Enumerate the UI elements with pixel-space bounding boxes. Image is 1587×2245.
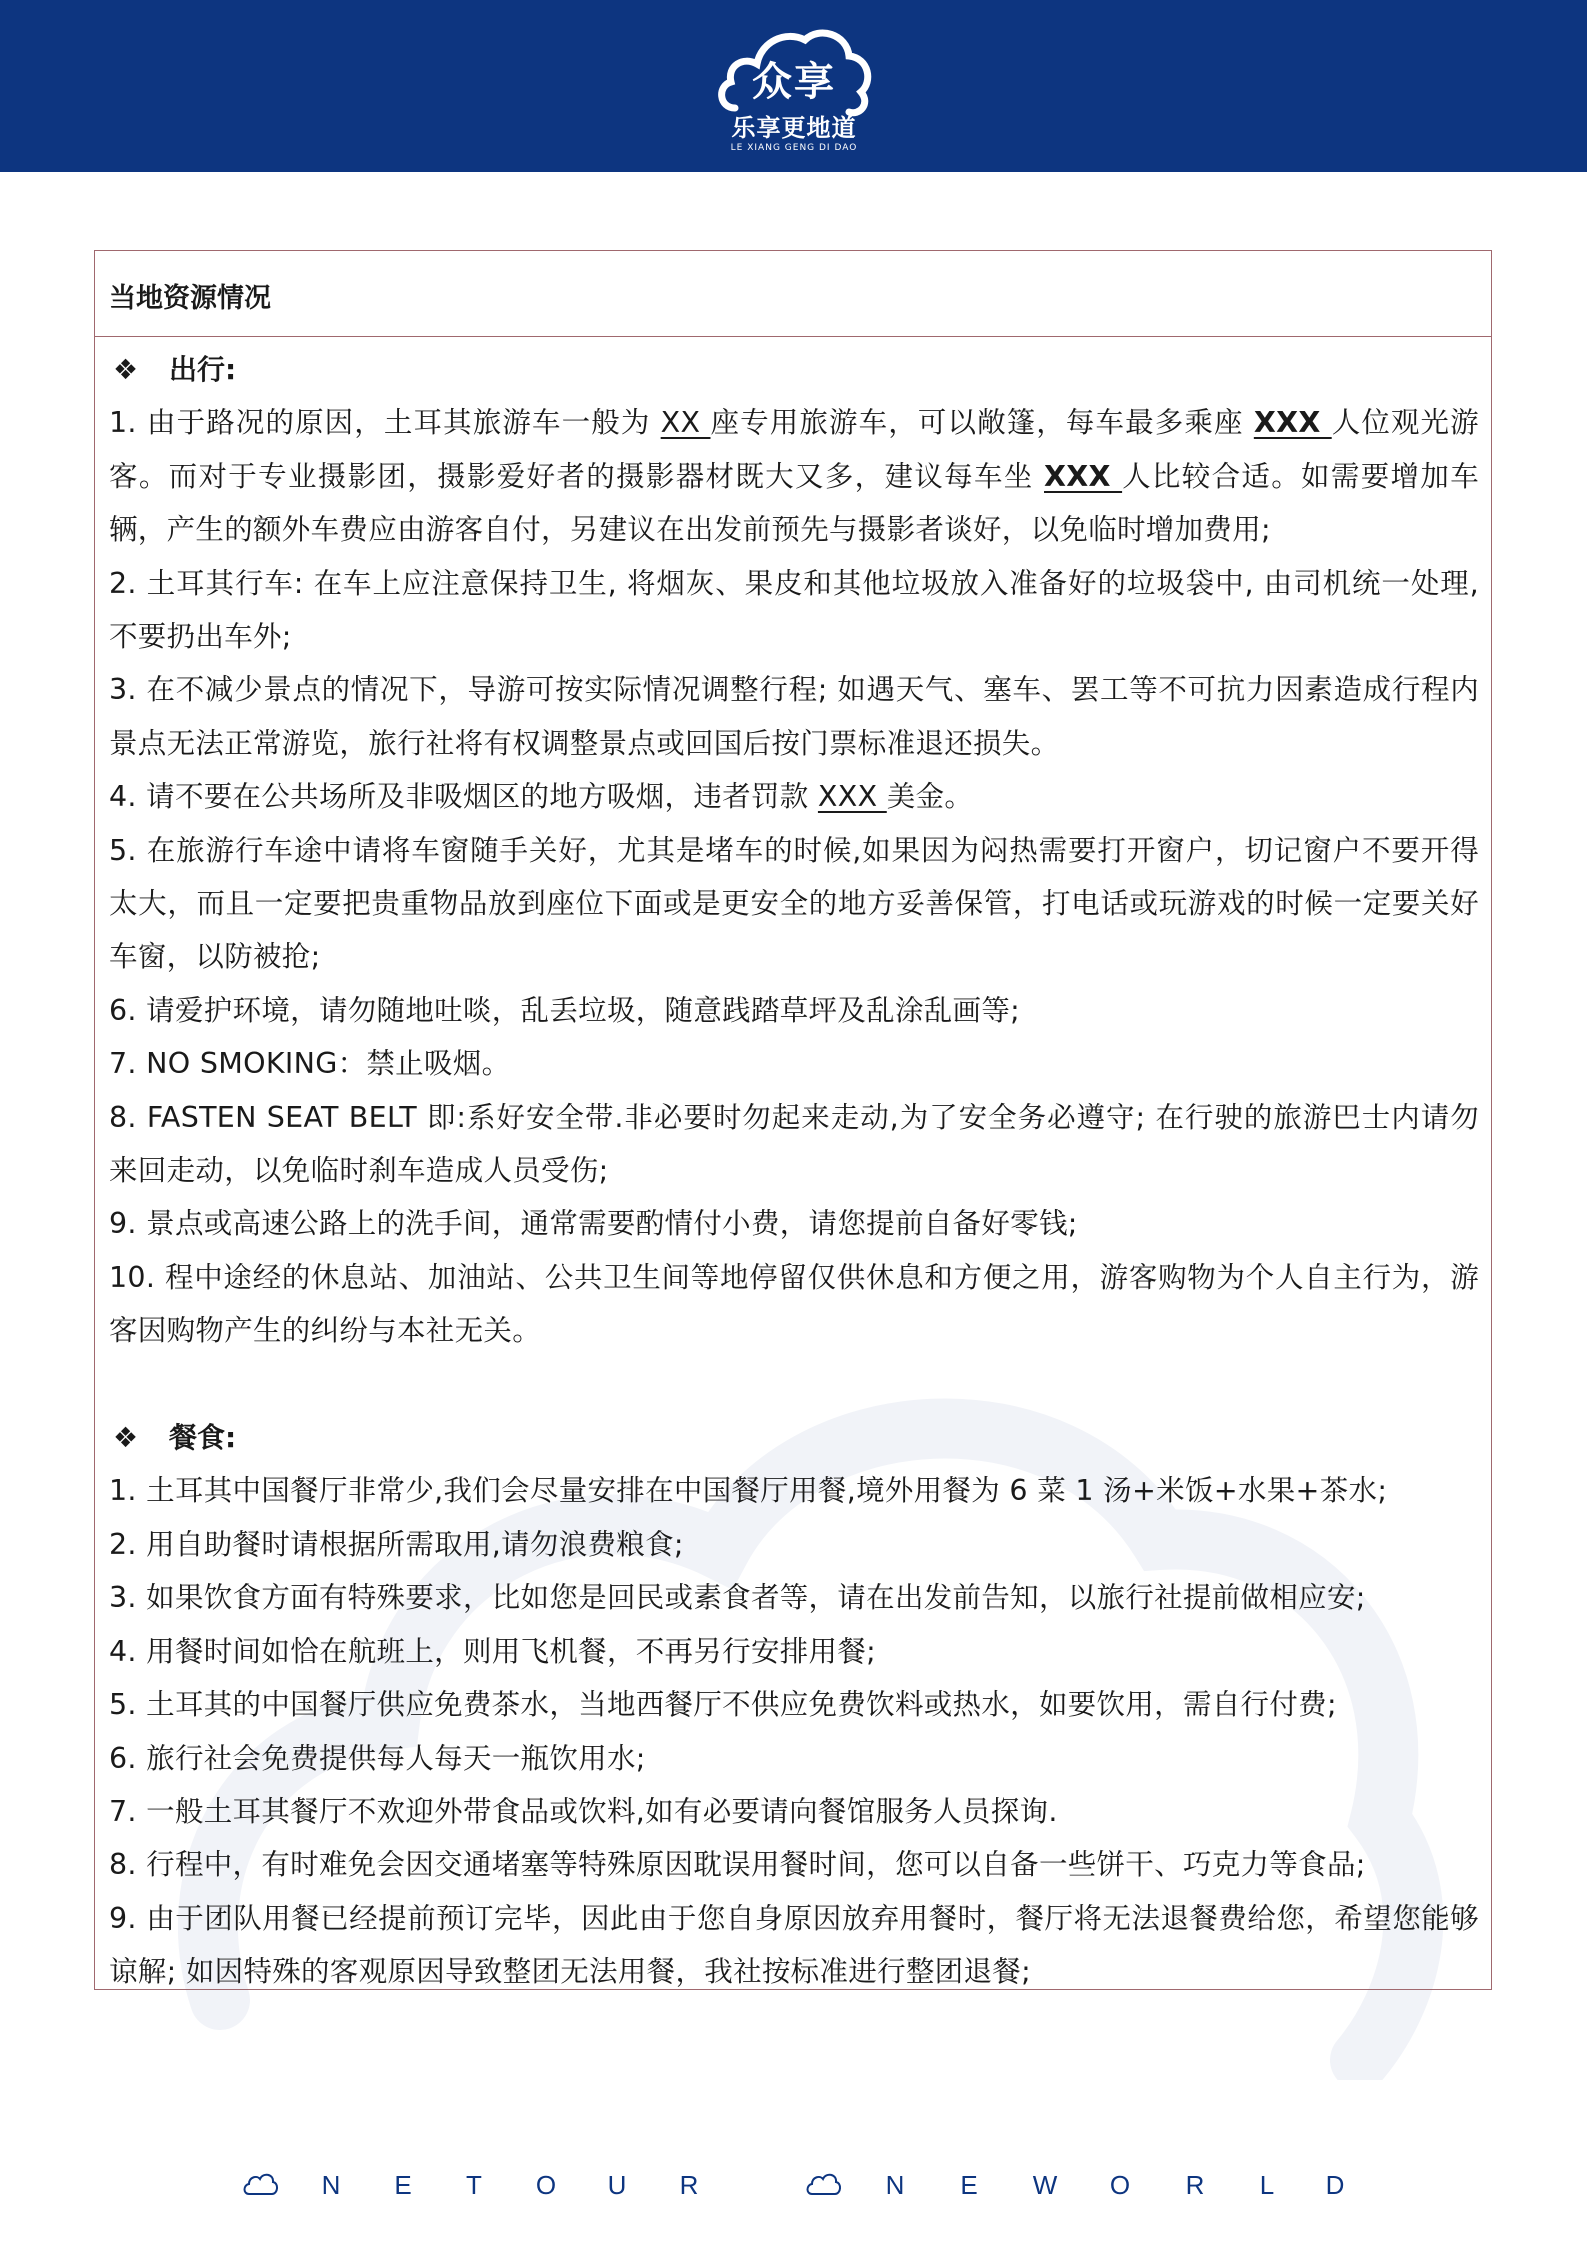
logo-slogan: 乐享更地道 <box>731 114 857 142</box>
transport-item-1: 1. 由于路况的原因，土耳其旅游车一般为 XX 座专用旅游车，可以敞篷，每车最多乘座 XXX 人位观光游客。而对于专业摄影团，摄影爱好者的摄影器材既大又多，建议每车坐 XXX 人比较合适。如需要增加车辆，产生的额外车费应由游客自付，另建议在出发前预先与摄影者谈好，以免临时增加费用; <box>109 406 1479 547</box>
dining-item-3: 3. 如果饮食方面有特殊要求，比如您是回民或素食者等，请在出发前告知，以旅行社提前做相应安; <box>109 1581 1366 1615</box>
fine-placeholder: XXX <box>817 780 887 814</box>
transport-item-10: 10. 程中途经的休息站、加油站、公共卫生间等地停留仅供休息和方便之用，游客购物为个人自主行为，游客因购物产生的纠纷与本社无关。 <box>109 1260 1479 1348</box>
transport-item-5: 5. 在旅游行车途中请将车窗随手关好，尤其是堵车的时候,如果因为闷热需要打开窗户，切记窗户不要开得太大，而且一定要把贵重物品放到座位下面或是更安全的地方妥善保管，打电话或玩游戏的时候一定要关好车窗，以防被抢; <box>109 833 1479 974</box>
footer-letter: U <box>607 2170 627 2200</box>
logo-pinyin: LE XIANG GENG DI DAO <box>730 143 858 153</box>
footer-letter: R <box>679 2170 699 2200</box>
dining-item-2: 2. 用自助餐时请根据所需取用,请勿浪费粮食; <box>109 1527 684 1561</box>
transport-heading <box>109 343 1479 396</box>
table-body <box>95 337 1491 1999</box>
photographer-placeholder: XXX <box>1044 459 1123 493</box>
footer-letter: O <box>535 2170 557 2200</box>
passenger-placeholder: XXX <box>1253 406 1332 440</box>
seat-placeholder: XX <box>660 406 711 440</box>
dining-item-6: 6. 旅行社会免费提供每人每天一瓶饮用水; <box>109 1741 646 1775</box>
transport-item-4: 4. 请不要在公共场所及非吸烟区的地方吸烟，违者罚款 XXX 美金。 <box>109 780 974 814</box>
diamond-bullet-icon: ❖ <box>113 1421 139 1455</box>
transport-item-6: 6. 请爱护环境，请勿随地吐啖，乱丢垃圾，随意践踏草坪及乱涂乱画等; <box>109 993 1021 1027</box>
transport-item-8: 8. FASTEN SEAT BELT 即:系好安全带.非必要时勿起来走动,为了安全务必遵守; 在行驶的旅游巴士内请勿来回走动，以免临时刹车造成人员受伤; <box>109 1100 1479 1188</box>
cloud-o-icon <box>243 2172 279 2198</box>
diamond-bullet-icon: ❖ <box>113 353 139 386</box>
dining-heading <box>109 1411 1479 1464</box>
transport-item-9: 9. 景点或高速公路上的洗手间，通常需要酌情付小费，请您提前自备好零钱; <box>109 1207 1078 1241</box>
footer-letter: N <box>885 2170 905 2200</box>
dining-item-1: 1. 土耳其中国餐厅非常少,我们会尽量安排在中国餐厅用餐,境外用餐为 6 菜 1 汤+米饭+水果+茶水; <box>109 1474 1388 1508</box>
transport-heading-text: 出行: <box>169 353 237 386</box>
dining-item-7: 7. 一般土耳其餐厅不欢迎外带食品或饮料,如有必要请向餐馆服务人员探询. <box>109 1794 1058 1828</box>
transport-item-2: 2. 土耳其行车: 在车上应注意保持卫生, 将烟灰、果皮和其他垃圾放入准备好的垃圾袋中, 由司机统一处理, 不要扔出车外; <box>109 566 1479 654</box>
footer-letter: N <box>321 2170 341 2200</box>
dining-heading-text: 餐食: <box>169 1421 237 1455</box>
footer-letter: T <box>466 2170 482 2200</box>
footer-letter: D <box>1325 2170 1345 2200</box>
dining-item-4: 4. 用餐时间如恰在航班上，则用飞机餐，不再另行安排用餐; <box>109 1634 877 1668</box>
footer-letter: L <box>1259 2170 1275 2200</box>
footer-letter: E <box>394 2170 412 2200</box>
footer-letter: R <box>1185 2170 1205 2200</box>
cloud-o-icon <box>806 2172 842 2198</box>
footer-letter: O <box>1109 2170 1131 2200</box>
logo-brand-text: 众享 <box>752 59 836 105</box>
table-title: 当地资源情况 <box>95 251 1491 337</box>
transport-item-7: 7. NO SMOKING：禁止吸烟。 <box>109 1047 511 1081</box>
footer-tagline <box>0 2160 1587 2220</box>
transport-item-3: 3. 在不减少景点的情况下，导游可按实际情况调整行程; 如遇天气、塞车、罢工等不可抗力因素造成行程内景点无法正常游览，旅行社将有权调整景点或回国后按门票标准退还损失。 <box>109 673 1479 760</box>
header-bar <box>0 0 1587 172</box>
dining-item-5: 5. 土耳其的中国餐厅供应免费茶水，当地西餐厅不供应免费饮料或热水，如要饮用，需自行付费; <box>109 1688 1337 1722</box>
section-spacer <box>109 1358 1479 1411</box>
footer-letter: E <box>960 2170 978 2200</box>
dining-item-9: 9. 由于团队用餐已经提前预订完毕，因此由于您自身原因放弃用餐时，餐厅将无法退餐费给您，希望您能够谅解; 如因特殊的客观原因导致整团无法用餐，我社按标准进行整团退餐; <box>109 1901 1479 1989</box>
content-table <box>94 250 1492 1990</box>
footer-letter: W <box>1032 2170 1058 2200</box>
brand-logo[interactable] <box>713 20 875 160</box>
dining-item-8: 8. 行程中，有时难免会因交通堵塞等特殊原因耽误用餐时间，您可以自备一些饼干、巧克力等食品; <box>109 1848 1366 1882</box>
